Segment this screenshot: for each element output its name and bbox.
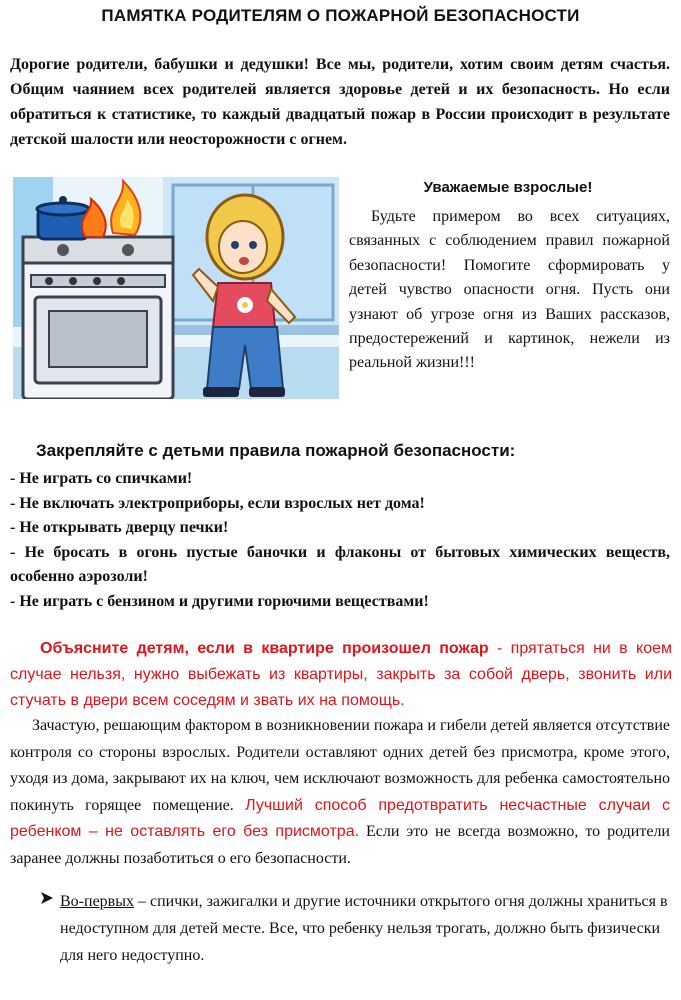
explain-rest: - прятаться ни в коем случае нельзя, нужно выбежать из квартиры, закрыть за собой дверь, звонить или стучать в двери всем соседям и звать их на помощь. — [10, 640, 672, 709]
supervision-paragraph — [10, 713, 670, 872]
rule-item: - Не включать электроприборы, если взрослых нет дома! — [10, 494, 425, 512]
arrow-bullet-icon — [38, 889, 56, 907]
bullet-label: Во-первых — [60, 893, 134, 910]
rule-item: - Не играть со спичками! — [10, 470, 193, 487]
bullet-body: – спички, зажигалки и другие источники открытого огня должны храниться в недоступном для детей месте. Все, что ребенку нельзя трогать, должно быть физически для него недоступно. — [60, 893, 668, 964]
bullet-text — [60, 888, 670, 969]
page-title: ПАМЯТКА РОДИТЕЛЯМ О ПОЖАРНОЙ БЕЗОПАСНОСТИ — [101, 6, 580, 25]
intro-paragraph: Дорогие родители, бабушки и дедушки! Все мы, родители, хотим своим детям счастья. Общим чаянием всех родителей является здоровье детей и их безопасность. Но если обратиться к статистике, то каждый двадцатый пожар в России происходит в результате детской шалости или неосторожности с огнем. — [10, 56, 670, 148]
rule-item: - Не бросать в огонь пустые баночки и флаконы от бытовых химических веществ, особенно аэрозоли! — [10, 543, 670, 585]
supervision-text: Зачастую, решающим фактором в возникновении пожара и гибели детей является отсутствие контроля со стороны взрослых. Родители оставляют одних детей без присмотра, кроме этого, уходя из дома, закрывают их на ключ, чем исключают возможность для ребенка самостоятельно покинуть горящее помещение. — [10, 717, 670, 814]
rule-item: - Не открывать дверцу печки! — [10, 519, 229, 536]
supervision-highlight: Лучший способ предотвратить несчастные случаи с ребенком – не оставлять его без присмотра. — [10, 796, 670, 840]
supervision-text-end: Если это не всегда возможно, то родители заранее должны позаботиться о его безопасности. — [10, 823, 670, 867]
rules-heading: Закрепляйте с детьми правила пожарной безопасности: — [36, 441, 516, 460]
rules-list — [10, 467, 670, 614]
explain-paragraph — [10, 636, 672, 714]
rule-item: - Не играть с бензином и другими горючими веществами! — [10, 592, 429, 610]
adults-paragraph: Будьте примером во всех ситуациях, связанных с соблюдением правил пожарной безопасности! Помогите сформировать у детей чувство опасности огня. Пусть они узнают об угрозе огня из Ваших рассказов, предостережений и картинок, нежели из реальной жизни!!! — [349, 208, 670, 372]
kitchen-fire-illustration — [13, 177, 339, 399]
explain-lead: Объясните детям, если в квартире произошел пожар — [40, 640, 489, 657]
adults-heading: Уважаемые взрослые! — [423, 179, 593, 196]
